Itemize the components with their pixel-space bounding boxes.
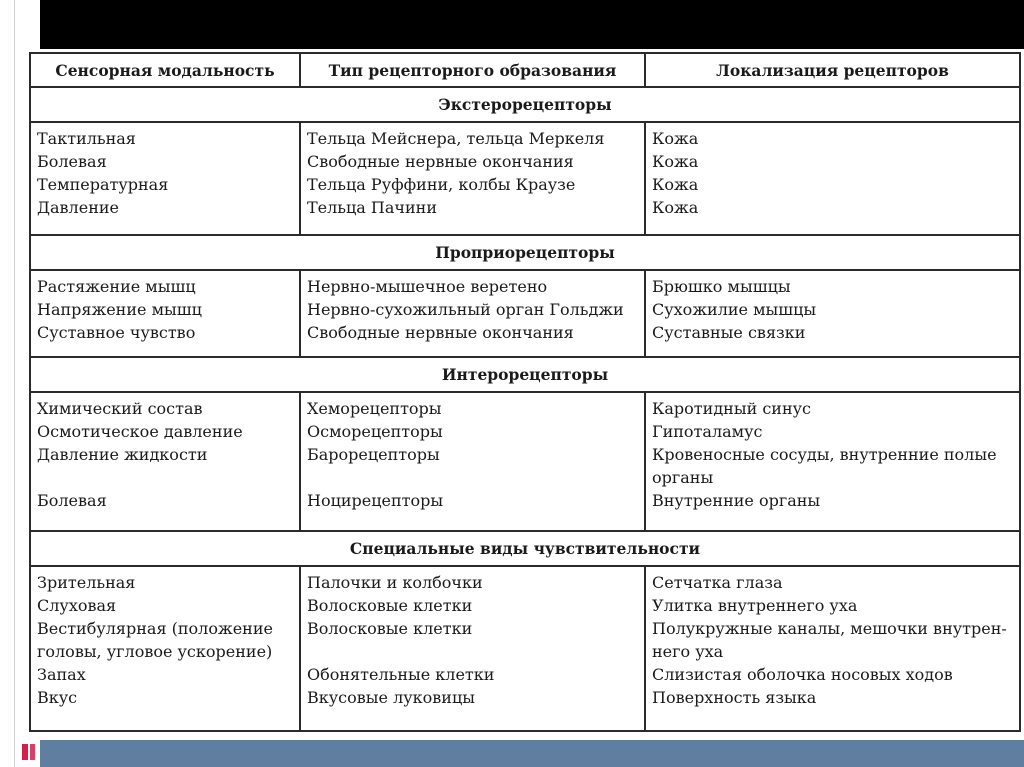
cell-line: Химический состав — [37, 399, 203, 418]
receptor-type-cell — [300, 122, 645, 235]
receptor-type-cell — [300, 270, 645, 357]
cell-line: Обонятельные клетки — [307, 664, 495, 684]
cell-line: Кожа — [652, 198, 699, 218]
location-cell — [645, 122, 1020, 235]
slide-title-bar — [40, 0, 1024, 49]
section-header-row — [30, 87, 1020, 122]
cell-line: Вкус — [37, 687, 78, 707]
cell-line: Зрительная — [37, 572, 136, 592]
modality-cell — [30, 122, 300, 235]
location-cell — [645, 566, 1020, 731]
location-cell — [645, 392, 1020, 531]
cell-line: Болевая — [37, 491, 107, 510]
cell-line — [307, 466, 638, 489]
cell-line: Запах — [37, 664, 86, 684]
cell-line: Осморецепторы — [307, 422, 443, 441]
table-row — [30, 122, 1020, 235]
cell-line: Свободные нервные окончания — [307, 152, 574, 172]
cell-line: Волосковые клетки — [307, 618, 473, 638]
cell-line: Внутренние органы — [652, 491, 821, 510]
cell-line: Тельца Руффини, колбы Краузе — [307, 175, 576, 195]
cell-line: Болевая — [37, 152, 107, 172]
cell-line: него уха — [652, 641, 724, 661]
section-title: Проприорецепторы — [30, 235, 1020, 270]
cell-line: Осмотическое давление — [37, 422, 243, 441]
cell-line: Давление жидкости — [37, 445, 208, 464]
cell-line: Ноцирецепторы — [307, 491, 444, 510]
cell-line: головы, угловое ускорение) — [37, 641, 273, 661]
cell-line: Тактильная — [37, 129, 136, 149]
table-row — [30, 566, 1020, 731]
cell-line: Улитка внутреннего уха — [652, 595, 858, 615]
section-header-row — [30, 235, 1020, 270]
cell-line: Слуховая — [37, 595, 117, 615]
cell-line: Нервно-сухожильный орган Гольджи — [307, 300, 624, 319]
section-title: Специальные виды чувствительности — [30, 531, 1020, 566]
modality-cell — [30, 566, 300, 731]
cell-line: Поверхность языка — [652, 687, 817, 707]
footer-accent-mark — [22, 744, 28, 760]
cell-line: Слизистая оболочка носовых ходов — [652, 664, 953, 684]
cell-line: Кожа — [652, 152, 699, 172]
cell-line: Волосковые клетки — [307, 595, 473, 615]
cell-line: Суставное чувство — [37, 323, 196, 342]
cell-line: Каротидный синус — [652, 399, 811, 418]
header-receptor-location: Локализация рецепторов — [645, 53, 1020, 87]
cell-line: Тельца Пачини — [307, 198, 437, 218]
section-header-row — [30, 531, 1020, 566]
section-title: Экстерорецепторы — [30, 87, 1020, 122]
cell-line: Напряжение мышц — [37, 300, 202, 319]
cell-line: Полукружные каналы, мешочки внутрен- — [652, 618, 1007, 638]
cell-line: Свободные нервные окончания — [307, 323, 574, 342]
cell-line: Давление — [37, 198, 119, 218]
cell-line: Брюшко мышцы — [652, 277, 791, 296]
cell-line: Барорецепторы — [307, 445, 440, 464]
receptor-type-cell — [300, 392, 645, 531]
cell-line: Палочки и колбочки — [307, 572, 483, 592]
footer-accent-mark — [30, 744, 35, 760]
location-cell — [645, 270, 1020, 357]
cell-line: Сухожилие мышцы — [652, 300, 817, 319]
cell-line: Суставные связки — [652, 323, 806, 342]
cell-line: Нервно-мышечное веретено — [307, 277, 548, 296]
receptor-type-cell — [300, 566, 645, 731]
cell-line: Кровеносные сосуды, внутренние полые — [652, 445, 997, 464]
cell-line — [37, 466, 293, 489]
cell-line: Кожа — [652, 175, 699, 195]
header-sensory-modality: Сенсорная модальность — [30, 53, 300, 87]
table-row — [30, 392, 1020, 531]
table-row — [30, 270, 1020, 357]
cell-line: Гипоталамус — [652, 422, 763, 441]
left-margin-rule — [14, 0, 15, 767]
cell-line: Растяжение мышц — [37, 277, 196, 296]
cell-line: Температурная — [37, 175, 169, 195]
section-header-row — [30, 357, 1020, 392]
section-title: Интерорецепторы — [30, 357, 1020, 392]
receptor-table — [29, 52, 1021, 732]
cell-line: органы — [652, 468, 714, 487]
cell-line: Сетчатка глаза — [652, 572, 783, 592]
footer-band — [40, 740, 1024, 767]
table-header-row — [30, 53, 1020, 87]
modality-cell — [30, 392, 300, 531]
modality-cell — [30, 270, 300, 357]
cell-line: Вкусовые луковицы — [307, 687, 475, 707]
cell-line: Вестибулярная (положение — [37, 618, 273, 638]
cell-line: Хеморецепторы — [307, 399, 442, 418]
cell-line: Тельца Мейснера, тельца Меркеля — [307, 129, 605, 149]
cell-line: Кожа — [652, 129, 699, 149]
header-receptor-type: Тип рецепторного образования — [300, 53, 645, 87]
cell-line — [307, 640, 638, 663]
